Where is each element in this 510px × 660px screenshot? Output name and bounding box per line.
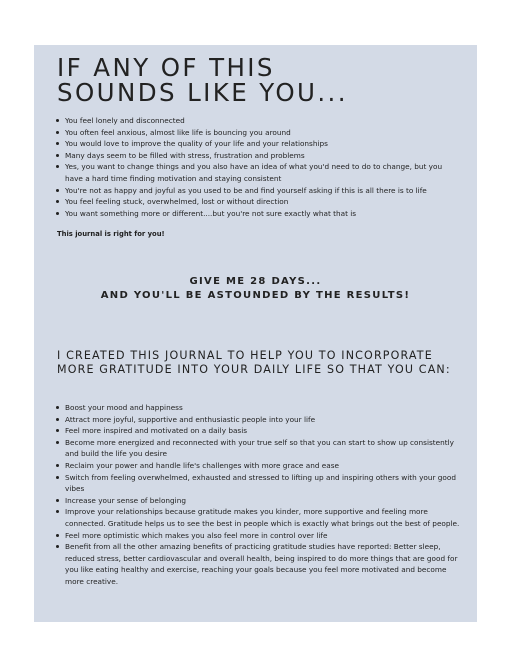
symptom-item: You feel lonely and disconnected bbox=[65, 115, 460, 127]
benefit-list bbox=[65, 402, 460, 588]
benefit-item: Benefit from all the other amazing benefits of practicing gratitude studies have reported: Better sleep, reduced stress, better cardiovascular and overall health, being inspired to do more things that are good for you like eating healthy and exercise, reaching your goals because you feel more motivated and become more creative. bbox=[65, 541, 460, 587]
right-note: This journal is right for you! bbox=[57, 230, 165, 238]
benefit-item: Feel more inspired and motivated on a daily basis bbox=[65, 425, 460, 437]
benefit-item: Become more energized and reconnected with your true self so that you can start to show up consistently and build the life you desire bbox=[65, 437, 460, 460]
symptom-item: Yes, you want to change things and you also have an idea of what you'd need to do to change, but you have a hard time finding motivation and staying consistent bbox=[65, 161, 460, 184]
hero-title-line-2: SOUNDS LIKE YOU... bbox=[57, 78, 348, 107]
symptom-item: You would love to improve the quality of your life and your relationships bbox=[65, 138, 460, 150]
benefit-item: Improve your relationships because gratitude makes you kinder, more supportive and feeling more connected. Gratitude helps us to see the best in people which is exactly what brings out the best of people. bbox=[65, 507, 460, 528]
call-to-action bbox=[34, 275, 477, 303]
cta-line-2: AND YOU'LL BE ASTOUNDED BY THE RESULTS! bbox=[100, 290, 411, 301]
symptom-list bbox=[65, 115, 460, 219]
benefit-item: Attract more joyful, supportive and enthusiastic people into your life bbox=[65, 414, 460, 426]
benefit-item: Increase your sense of belonging bbox=[65, 495, 460, 507]
benefit-item: Switch from feeling overwhelmed, exhausted and stressed to lifting up and inspiring others with your good vibes bbox=[65, 472, 460, 495]
benefit-item: Feel more optimistic which makes you also feel more in control over life bbox=[65, 530, 460, 542]
hero-title bbox=[57, 55, 348, 105]
hero-title-line-1: IF ANY OF THIS bbox=[57, 53, 275, 82]
cta-line-1: GIVE ME 28 DAYS... bbox=[189, 276, 322, 287]
symptom-item: You feel feeling stuck, overwhelmed, lost or without direction bbox=[65, 196, 460, 208]
symptom-item: You often feel anxious, almost like life is bouncing you around bbox=[65, 127, 460, 139]
journal-heading: I CREATED THIS JOURNAL TO HELP YOU TO INCORPORATE MORE GRATITUDE INTO YOUR DAILY LIFE SO THAT YOU CAN: bbox=[57, 349, 451, 376]
symptom-item: You want something more or different....but you're not sure exactly what that is bbox=[65, 208, 460, 220]
benefit-item: Boost your mood and happiness bbox=[65, 402, 460, 414]
symptom-item: Many days seem to be filled with stress, frustration and problems bbox=[65, 150, 460, 162]
benefit-item: Reclaim your power and handle life's challenges with more grace and ease bbox=[65, 460, 460, 472]
symptom-item: You're not as happy and joyful as you used to be and find yourself asking if this is all there is to life bbox=[65, 185, 460, 197]
